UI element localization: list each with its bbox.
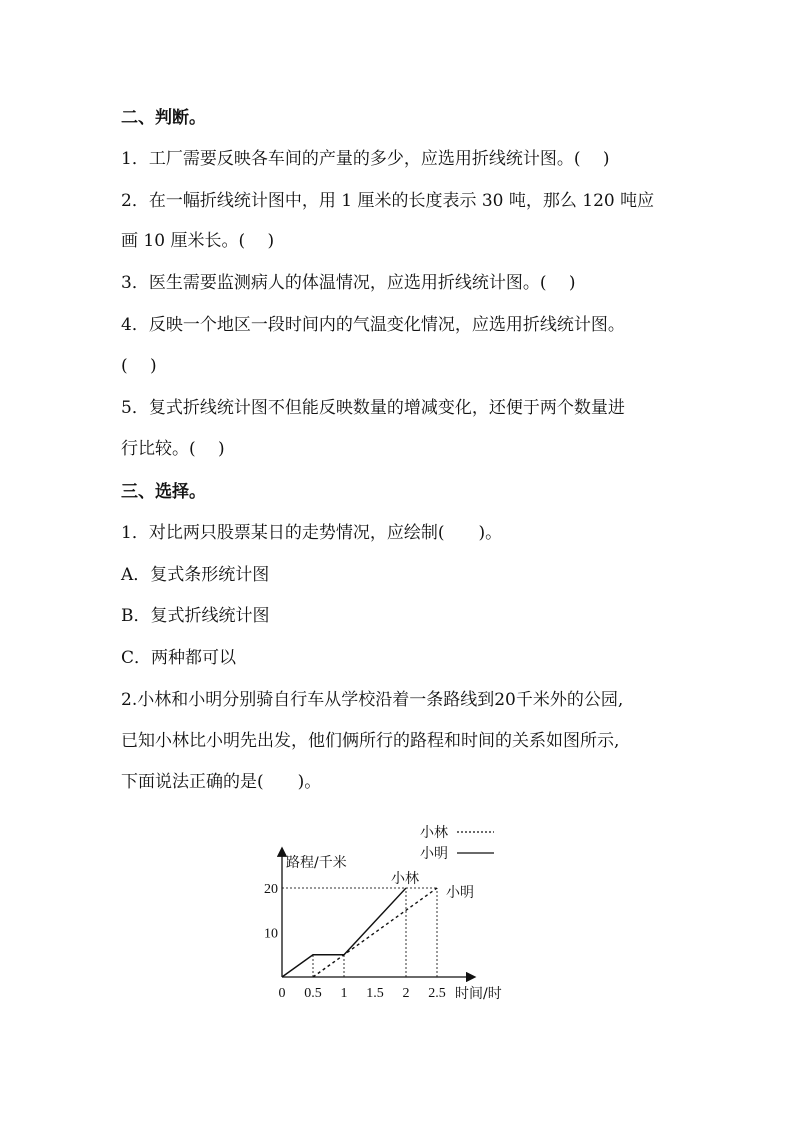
x-tick-label-2: 1: [340, 986, 348, 1001]
choice-q1-option-a: A．复式条形统计图: [121, 565, 270, 585]
judge-q4-line2: ( ): [121, 356, 157, 376]
tick-labels: [264, 882, 446, 1001]
choice-q2-line3: 下面说法正确的是( )。: [121, 772, 322, 792]
x-tick-label-1: 0.5: [304, 986, 322, 1001]
legend-label-0: 小林: [420, 825, 448, 841]
legend: [420, 824, 494, 862]
judge-q2-line2: 画 10 厘米长。( ): [121, 231, 275, 251]
judge-q3: 3．医生需要监测病人的体温情况，应选用折线统计图。( ): [121, 273, 576, 293]
y-tick-label-1: 20: [264, 882, 278, 897]
y-axis-label: 路程/千米: [286, 855, 347, 871]
annotation-xiaolin: 小林: [391, 871, 419, 887]
choice-q1-option-b: B．复式折线统计图: [121, 606, 270, 626]
choice-q1-option-c: C．两种都可以: [121, 648, 237, 668]
distance-time-chart: [250, 815, 530, 1015]
choice-q2-line1: 2.小林和小明分别骑自行车从学校沿着一条路线到20千米外的公园,: [121, 690, 624, 710]
series-line-1: [313, 888, 437, 977]
x-tick-label-0: 0: [278, 986, 286, 1001]
judge-q2-line1: 2．在一幅折线统计图中，用 1 厘米的长度表示 30 吨，那么 120 吨应: [121, 191, 655, 211]
judge-q1: 1．工厂需要反映各车间的产量的多少，应选用折线统计图。( ): [121, 149, 610, 169]
series-lines: [282, 888, 437, 977]
section3-heading: 三、选择。: [121, 482, 206, 502]
judge-q5-line2: 行比较。( ): [121, 439, 225, 459]
guide-lines: [282, 888, 437, 977]
judge-q4-line1: 4．反映一个地区一段时间内的气温变化情况，应选用折线统计图。: [121, 315, 625, 335]
section2-heading: 二、判断。: [121, 108, 206, 128]
x-tick-label-3: 1.5: [366, 986, 384, 1001]
judge-q5-line1: 5．复式折线统计图不但能反映数量的增减变化，还便于两个数量进: [121, 398, 625, 418]
x-tick-label-4: 2: [402, 986, 410, 1001]
choice-q1-stem: 1．对比两只股票某日的走势情况，应绘制( )。: [121, 523, 503, 543]
choice-q2-line2: 已知小林比小明先出发，他们俩所行的路程和时间的关系如图所示,: [121, 731, 620, 751]
legend-label-1: 小明: [420, 846, 448, 862]
x-tick-label-5: 2.5: [428, 986, 446, 1001]
y-tick-label-0: 10: [264, 926, 278, 942]
annotation-xiaoming: 小明: [446, 885, 474, 901]
x-axis-label: 时间/时: [455, 986, 502, 1002]
